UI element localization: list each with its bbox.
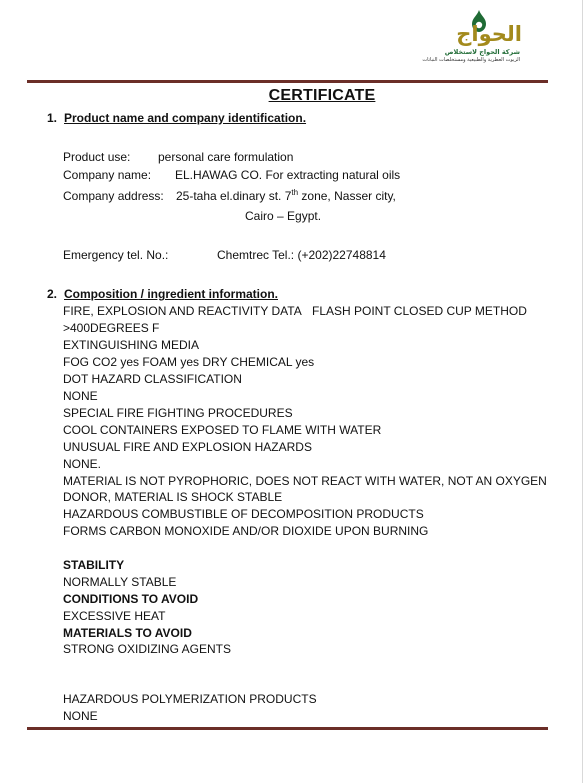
- company-name-value: EL.HAWAG CO. For extracting natural oils: [175, 168, 401, 182]
- section-2-line: COOL CONTAINERS EXPOSED TO FLAME WITH WATER: [63, 423, 382, 437]
- emergency-row: [63, 248, 386, 262]
- section-2-line: DOT HAZARD CLASSIFICATION: [63, 372, 242, 386]
- section-2-line: FORMS CARBON MONOXIDE AND/OR DIOXIDE UPON BURNING: [63, 524, 429, 538]
- emergency-label: Emergency tel. No.:: [63, 248, 169, 262]
- fire-data-label: FIRE, EXPLOSION AND REACTIVITY DATA: [63, 304, 302, 318]
- section-2-line: SPECIAL FIRE FIGHTING PROCEDURES: [63, 406, 293, 420]
- polymerization-value: NONE: [63, 709, 98, 723]
- stability-heading: STABILITY: [63, 558, 125, 572]
- materials-heading: MATERIALS TO AVOID: [63, 626, 192, 640]
- section-2-number: 2.: [47, 287, 58, 301]
- section-2-line: UNUSUAL FIRE AND EXPLOSION HAZARDS: [63, 440, 312, 454]
- section-1-title: Product name and company identification.: [64, 111, 307, 125]
- conditions-heading: CONDITIONS TO AVOID: [63, 592, 199, 606]
- section-2-line: FOG CO2 yes FOAM yes DRY CHEMICAL yes: [63, 355, 315, 369]
- section-2-line: NONE: [63, 389, 98, 403]
- stability-value: NORMALLY STABLE: [63, 575, 177, 589]
- emergency-value: Chemtrec Tel.: (+202)22748814: [217, 248, 386, 262]
- section-2-line: DONOR, MATERIAL IS SHOCK STABLE: [63, 490, 283, 504]
- address-part-1: 25-taha el.dinary st. 7: [176, 189, 292, 203]
- flash-point-label: FLASH POINT CLOSED CUP METHOD: [312, 304, 527, 318]
- logo-arabic-line2: الزيوت العطرية والطبيعية ومستخلصات النباتات: [422, 57, 520, 63]
- section-2-line: MATERIAL IS NOT PYROPHORIC, DOES NOT REACT WITH WATER, NOT AN OXYGEN: [63, 474, 547, 488]
- conditions-value: EXCESSIVE HEAT: [63, 609, 166, 623]
- top-divider: [27, 80, 548, 83]
- fire-data-row: [63, 304, 527, 318]
- polymerization-label: HAZARDOUS POLYMERIZATION PRODUCTS: [63, 692, 317, 706]
- address-part-2: zone, Nasser city,: [298, 189, 396, 203]
- company-address-label: Company address:: [63, 189, 164, 203]
- product-use-row: [63, 150, 294, 164]
- company-name-row: [63, 168, 401, 182]
- section-2-line: EXTINGUISHING MEDIA: [63, 338, 200, 352]
- company-logo: [422, 8, 532, 70]
- address-superscript: th: [291, 188, 299, 197]
- section-1-number: 1.: [47, 111, 58, 125]
- section-2-line: NONE.: [63, 457, 102, 471]
- page-edge: [582, 0, 583, 783]
- section-2-line: HAZARDOUS COMBUSTIBLE OF DECOMPOSITION PRODUCTS: [63, 507, 424, 521]
- bottom-divider: [27, 727, 548, 730]
- section-2-line: >400DEGREES F: [63, 321, 160, 335]
- product-use-label: Product use:: [63, 150, 131, 164]
- section-2-title: Composition / ingredient information.: [64, 287, 278, 301]
- product-use-value: personal care formulation: [158, 150, 294, 164]
- company-address-value: [176, 189, 396, 203]
- company-address-line2: Cairo – Egypt.: [245, 209, 322, 223]
- section-2-heading: [47, 287, 278, 301]
- logo-arabic-line1: شركة الحواج لاستخلاص: [444, 48, 520, 56]
- company-name-label: Company name:: [63, 168, 152, 182]
- logo-arabic-name: الحواج: [456, 22, 522, 46]
- document-title: CERTIFICATE: [268, 87, 376, 104]
- materials-value: STRONG OXIDIZING AGENTS: [63, 642, 232, 656]
- company-address-row: [63, 188, 396, 203]
- section-1-heading: [47, 111, 306, 125]
